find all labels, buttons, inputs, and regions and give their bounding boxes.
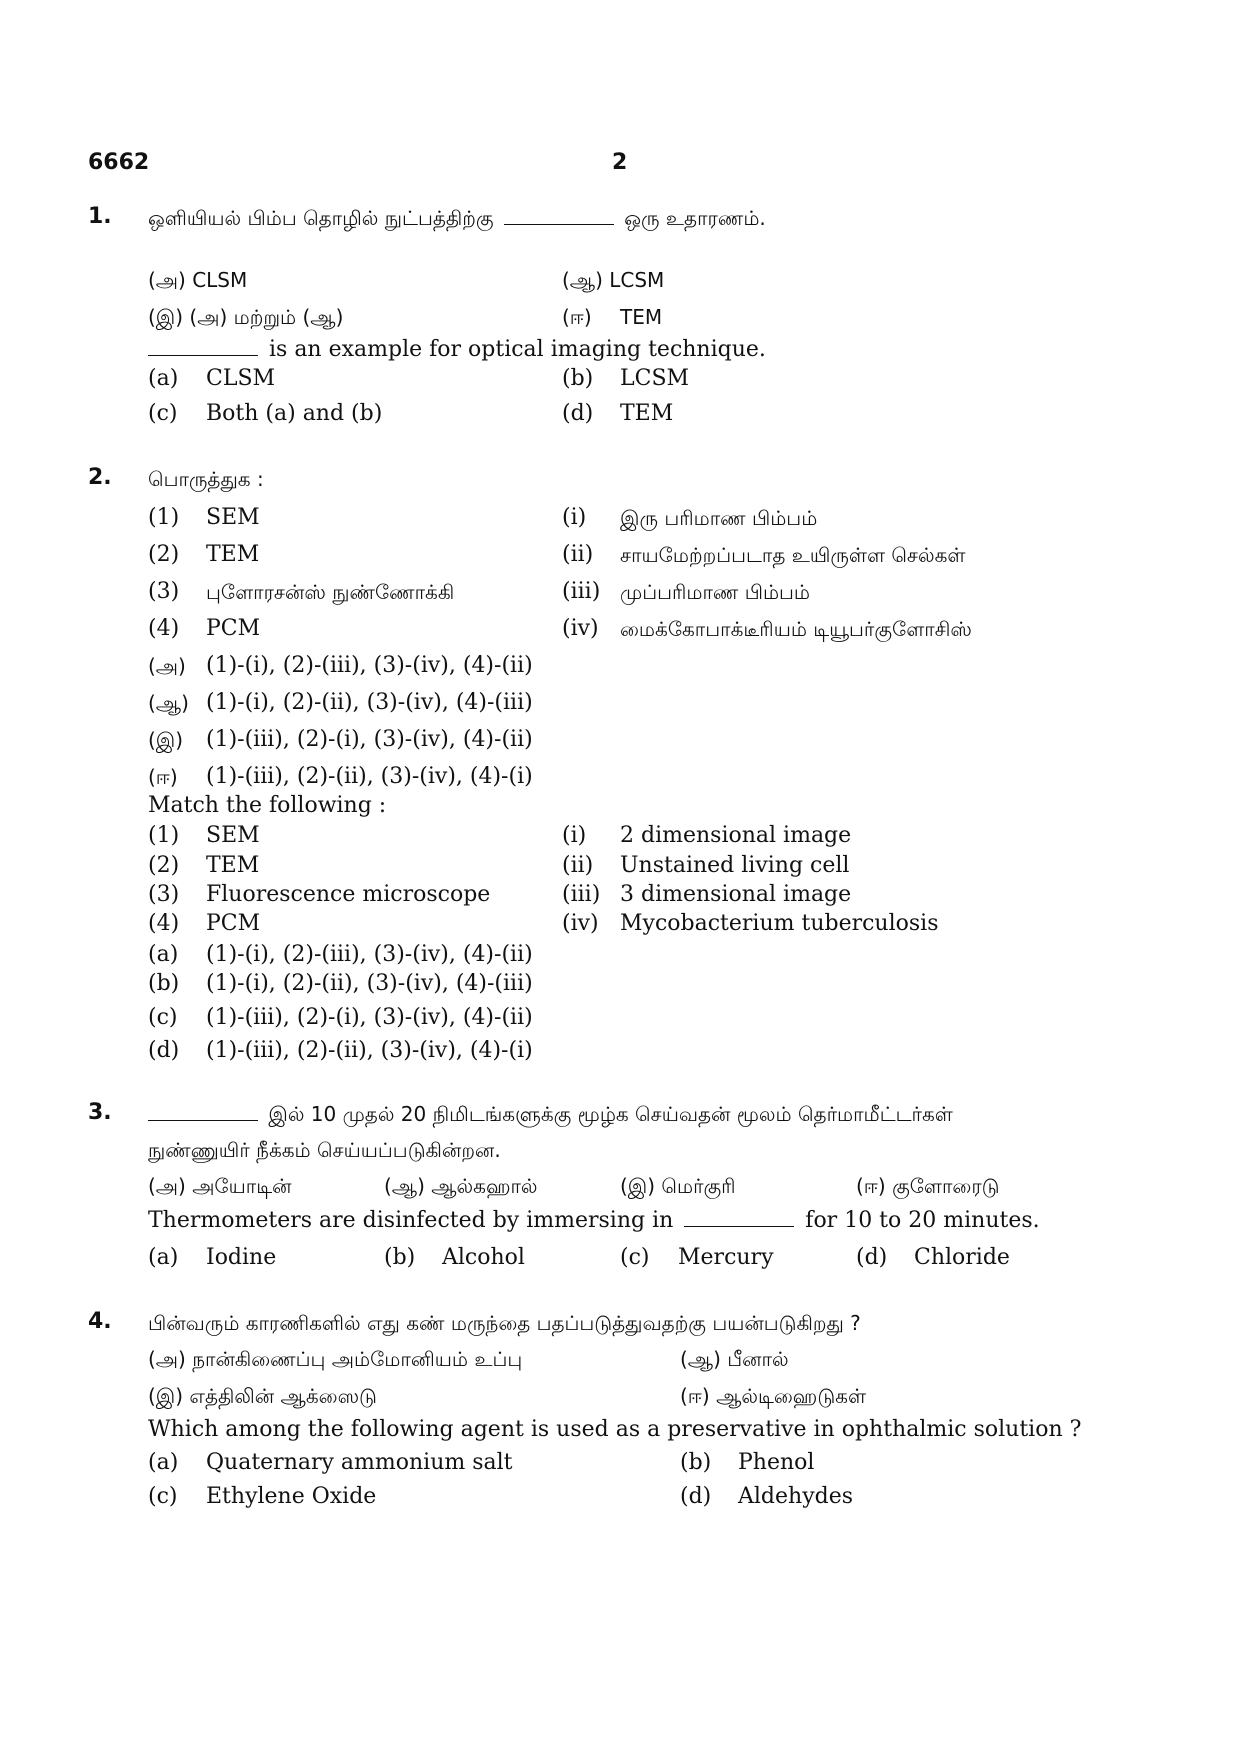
q2-english-option: (1)-(i), (2)-(ii), (3)-(iv), (4)-(iii) [206, 971, 533, 996]
q2-right-label: (ii) [562, 853, 594, 878]
q2-right-label: (iii) [562, 882, 601, 907]
q4-english-stem: Which among the following agent is used as a preservative in ophthalmic solution ? [148, 1417, 1082, 1442]
q1-english-stem [148, 336, 766, 364]
q1-tamil-stem-end: ஒரு உதாரணம். [624, 206, 766, 230]
q2-left-label: (3) [148, 882, 180, 907]
q3-tamil-option-b: (ஆ) ஆல்கஹால் [384, 1174, 538, 1198]
q4-option-a-label: (a) [148, 1450, 179, 1475]
q4-option-b: Phenol [738, 1450, 815, 1475]
q2-english-option-label: (b) [148, 971, 180, 996]
q3-english-stem-end: for 10 to 20 minutes. [805, 1208, 1040, 1233]
q2-tamil-right-item: மைக்கோபாக்டீரியம் டியூபர்குளோசிஸ் [620, 617, 972, 641]
q2-tamil-option-label: (ஆ) [148, 691, 189, 715]
q2-right-label: (i) [562, 823, 587, 848]
q1-tamil-option-c: (இ) (அ) மற்றும் (ஆ) [148, 305, 344, 329]
q3-option-d: Chloride [914, 1245, 1010, 1270]
q1-option-a: CLSM [206, 366, 276, 391]
q2-right-label: (ii) [562, 542, 594, 567]
q4-tamil-option-a: (அ) நான்கிணைப்பு அம்மோனியம் உப்பு [148, 1347, 523, 1371]
q2-tamil-stem: பொருத்துக : [148, 467, 264, 491]
q2-english-option-label: (d) [148, 1038, 180, 1063]
q1-tamil-stem [148, 204, 766, 232]
q4-option-c-label: (c) [148, 1484, 178, 1509]
q1-english-stem-text: is an example for optical imaging technique. [269, 337, 766, 362]
q2-tamil-right-item: முப்பரிமாண பிம்பம் [620, 580, 811, 604]
q3-tamil-option-d: (ஈ) குளோரைடு [856, 1174, 1000, 1198]
q2-english-right-item: 2 dimensional image [620, 823, 852, 848]
q2-left-label: (2) [148, 853, 180, 878]
q2-english-option-label: (c) [148, 1005, 178, 1030]
q2-tamil-left-item: SEM [206, 505, 260, 530]
q2-english-left-item: Fluorescence microscope [206, 882, 491, 907]
q4-option-a: Quaternary ammonium salt [206, 1450, 513, 1475]
q4-tamil-option-c: (இ) எத்திலின் ஆக்ஸைடு [148, 1384, 377, 1408]
q2-english-option: (1)-(iii), (2)-(i), (3)-(iv), (4)-(ii) [206, 1005, 533, 1030]
q2-left-label: (1) [148, 505, 180, 530]
answer-blank [684, 1208, 794, 1227]
q2-english-option-label: (a) [148, 942, 179, 967]
q2-tamil-option-label: (ஈ) [148, 765, 178, 789]
question-number-4: 4. [88, 1309, 112, 1334]
q1-option-c-label: (c) [148, 401, 178, 426]
q4-tamil-option-b: (ஆ) பீனால் [680, 1347, 789, 1371]
q3-option-a-label: (a) [148, 1245, 179, 1270]
q1-option-b: LCSM [620, 366, 690, 391]
q4-option-d-label: (d) [680, 1484, 712, 1509]
q2-english-option: (1)-(iii), (2)-(ii), (3)-(iv), (4)-(i) [206, 1038, 533, 1063]
q4-option-c: Ethylene Oxide [206, 1484, 377, 1509]
q3-tamil-stem-line-2: நுண்ணுயிர் நீக்கம் செய்யப்படுகின்றன. [148, 1138, 501, 1162]
q2-english-option: (1)-(i), (2)-(iii), (3)-(iv), (4)-(ii) [206, 942, 533, 967]
q1-option-b-label: (b) [562, 366, 594, 391]
q2-english-right-item: 3 dimensional image [620, 882, 852, 907]
q3-option-b: Alcohol [442, 1245, 525, 1270]
q2-english-left-item: TEM [206, 853, 260, 878]
q2-left-label: (3) [148, 579, 180, 604]
q3-tamil-option-a: (அ) அயோடின் [148, 1174, 292, 1198]
q4-option-b-label: (b) [680, 1450, 712, 1475]
q2-tamil-left-item: புளோரசன்ஸ் நுண்ணோக்கி [206, 580, 455, 604]
q1-option-a-label: (a) [148, 366, 179, 391]
q2-tamil-option: (1)-(iii), (2)-(i), (3)-(iv), (4)-(ii) [206, 727, 533, 752]
q4-option-d: Aldehydes [738, 1484, 854, 1509]
q3-tamil-stem-text: இல் 10 முதல் 20 நிமிடங்களுக்கு மூழ்க செய்வதன் மூலம் தெர்மாமீட்டர்கள் [268, 1102, 953, 1126]
q2-tamil-right-item: சாயமேற்றப்படாத உயிருள்ள செல்கள் [620, 543, 966, 567]
q3-option-c-label: (c) [620, 1245, 650, 1270]
q3-option-c: Mercury [678, 1245, 774, 1270]
q1-option-d: TEM [620, 401, 674, 426]
q2-english-right-item: Mycobacterium tuberculosis [620, 911, 939, 936]
q3-tamil-option-c: (இ) மெர்குரி [620, 1174, 736, 1198]
q2-right-label: (iii) [562, 579, 601, 604]
q2-english-left-item: PCM [206, 911, 261, 936]
q3-option-a: Iodine [206, 1245, 277, 1270]
q2-tamil-option: (1)-(iii), (2)-(ii), (3)-(iv), (4)-(i) [206, 764, 533, 789]
q1-tamil-option-b: (ஆ) LCSM [562, 268, 665, 292]
q3-english-stem-text: Thermometers are disinfected by immersing in [148, 1208, 674, 1233]
q1-tamil-stem-text: ஒளியியல் பிம்ப தொழில் நுட்பத்திற்கு [148, 206, 494, 230]
q4-tamil-option-d: (ஈ) ஆல்டிஹைடுகள் [680, 1384, 867, 1408]
q3-tamil-stem-line-1 [148, 1100, 953, 1128]
q1-tamil-option-d: TEM [620, 305, 663, 329]
q2-tamil-left-item: TEM [206, 542, 260, 567]
q4-tamil-stem: பின்வரும் காரணிகளில் எது கண் மருந்தை பதப்படுத்துவதற்கு பயன்படுகிறது ? [148, 1311, 861, 1335]
q2-right-label: (iv) [562, 616, 599, 641]
answer-blank [504, 206, 614, 225]
q2-left-label: (1) [148, 823, 180, 848]
answer-blank [148, 337, 258, 356]
q1-option-c: Both (a) and (b) [206, 401, 383, 426]
q2-left-label: (2) [148, 542, 180, 567]
q2-tamil-option-label: (அ) [148, 654, 186, 678]
paper-code: 6662 [88, 150, 150, 175]
q2-left-label: (4) [148, 616, 180, 641]
q2-right-label: (iv) [562, 911, 599, 936]
q3-option-d-label: (d) [856, 1245, 888, 1270]
question-number-1: 1. [88, 204, 112, 229]
q1-tamil-option-a: (அ) CLSM [148, 268, 248, 292]
question-number-3: 3. [88, 1100, 112, 1125]
q2-tamil-option: (1)-(i), (2)-(iii), (3)-(iv), (4)-(ii) [206, 653, 533, 678]
q2-english-left-item: SEM [206, 823, 260, 848]
answer-blank [148, 1102, 258, 1121]
q3-english-stem [148, 1207, 1040, 1235]
q1-tamil-option-d-label: (ஈ) [562, 305, 592, 329]
q2-tamil-option-label: (இ) [148, 728, 184, 752]
page-number: 2 [612, 150, 628, 175]
q2-right-label: (i) [562, 505, 587, 530]
question-number-2: 2. [88, 465, 112, 490]
q2-english-stem: Match the following : [148, 793, 387, 818]
q1-option-d-label: (d) [562, 401, 594, 426]
q3-option-b-label: (b) [384, 1245, 416, 1270]
q2-tamil-option: (1)-(i), (2)-(ii), (3)-(iv), (4)-(iii) [206, 690, 533, 715]
q2-left-label: (4) [148, 911, 180, 936]
q2-tamil-left-item: PCM [206, 616, 261, 641]
q2-english-right-item: Unstained living cell [620, 853, 850, 878]
q2-tamil-right-item: இரு பரிமாண பிம்பம் [620, 506, 818, 530]
